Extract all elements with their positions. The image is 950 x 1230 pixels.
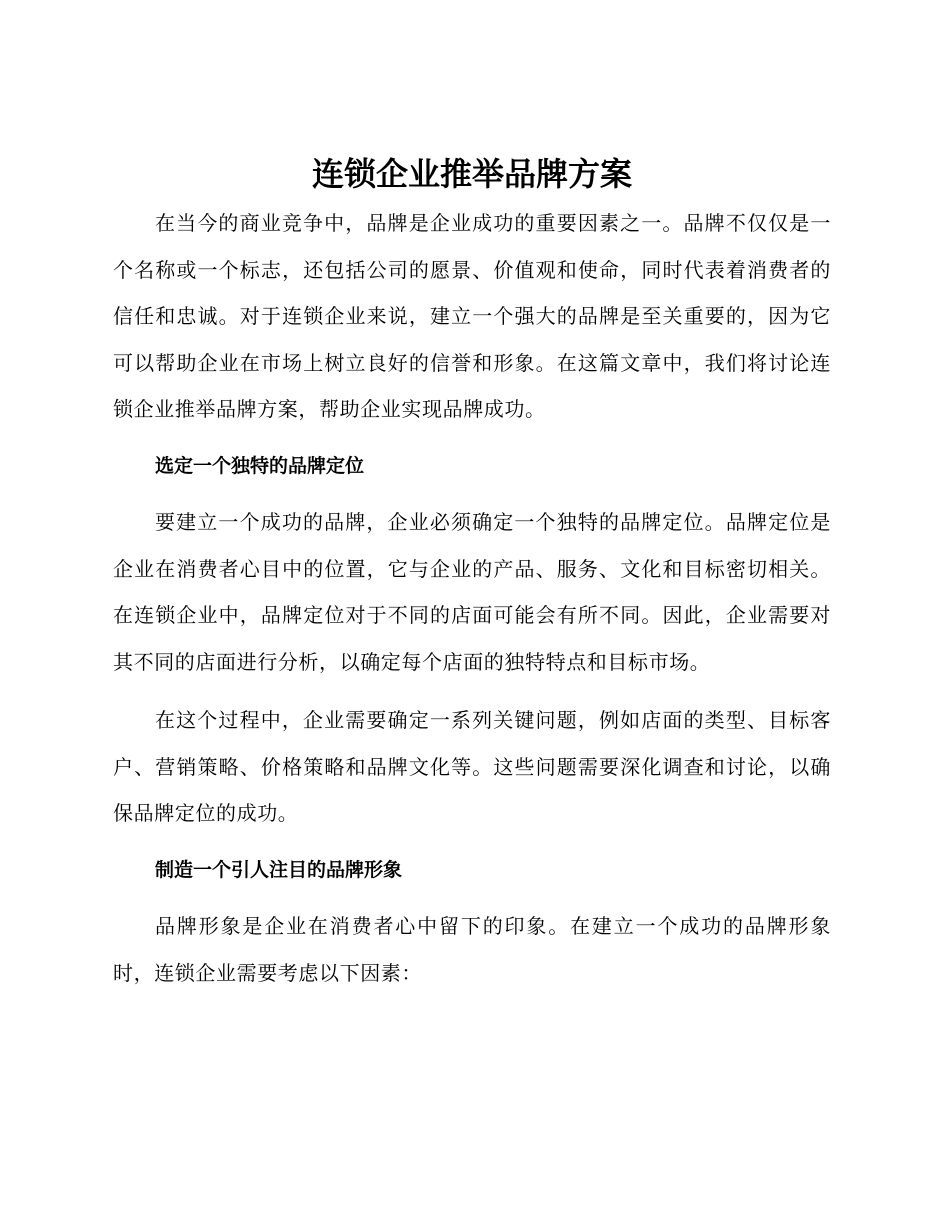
spacer <box>113 489 831 499</box>
section1-paragraph-1: 要建立一个成功的品牌，企业必须确定一个独特的品牌定位。品牌定位是企业在消费者心目中的位置，它与企业的产品、服务、文化和目标密切相关。在连锁企业中，品牌定位对于不同的店面可能会有所不同。因此，企业需要对其不同的店面进行分析，以确定每个店面的独特特点和目标市场。 <box>113 510 831 674</box>
section2-paragraph-1: 品牌形象是企业在消费者心中留下的印象。在建立一个成功的品牌形象时，连锁企业需要考虑以下因素： <box>113 914 831 985</box>
document-body <box>113 148 831 996</box>
intro-paragraph: 在当今的商业竞争中，品牌是企业成功的重要因素之一。品牌不仅仅是一个名称或一个标志，还包括公司的愿景、价值观和使命，同时代表着消费者的信任和忠诚。对于连锁企业来说，建立一个强大的品牌是至关重要的，因为它可以帮助企业在市场上树立良好的信誉和形象。在这篇文章中，我们将讨论连锁企业推举品牌方案，帮助企业实现品牌成功。 <box>113 211 831 421</box>
section1-paragraph-2: 在这个过程中，企业需要确定一系列关键问题，例如店面的类型、目标客户、营销策略、价格策略和品牌文化等。这些问题需要深化调查和讨论，以确保品牌定位的成功。 <box>113 708 831 825</box>
spacer <box>113 893 831 903</box>
section-heading-positioning: 选定一个独特的品牌定位 <box>155 454 365 477</box>
spacer <box>113 685 831 697</box>
section-heading-brand-image: 制造一个引人注目的品牌形象 <box>155 858 403 881</box>
spacer <box>113 837 831 847</box>
spacer <box>113 433 831 443</box>
document-title: 连锁企业推举品牌方案 <box>311 155 632 193</box>
